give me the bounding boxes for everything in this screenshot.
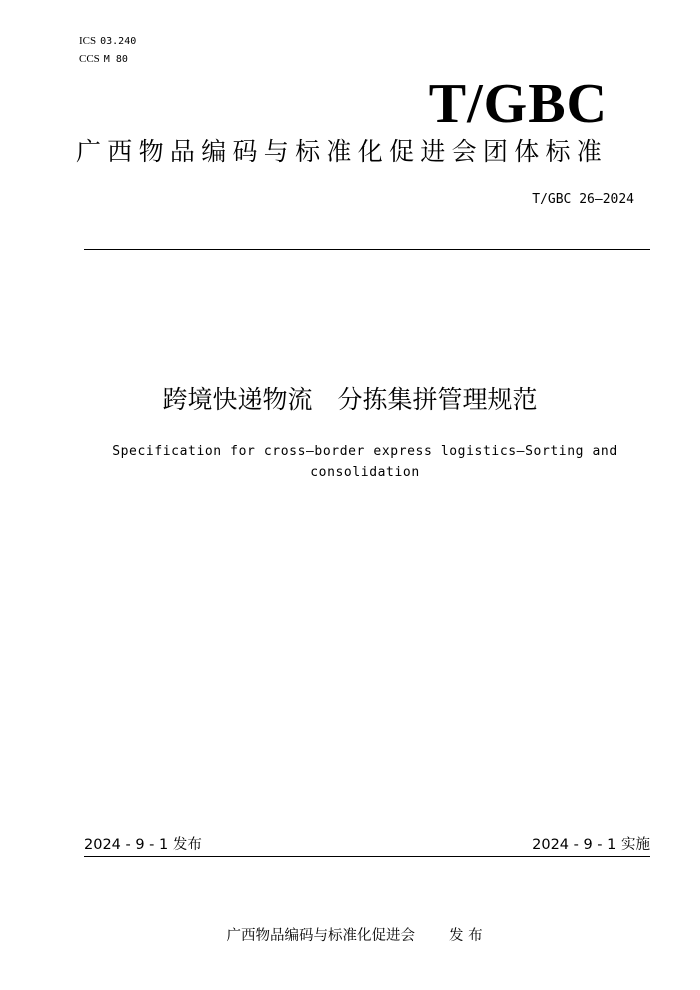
publisher-name: 广西物品编码与标准化促进会: [226, 928, 416, 944]
ccs-label: CCS: [79, 53, 100, 65]
publisher-line: [0, 903, 700, 947]
implementation-date: 2024 - 9 - 1 实施: [532, 837, 650, 853]
organization-title: 广西物品编码与标准化促进会团体标准: [76, 137, 609, 166]
issue-date: 2024 - 9 - 1 发布: [84, 837, 202, 853]
ics-code: 03.240: [100, 36, 137, 47]
standard-logo: T/GBC: [428, 73, 608, 135]
document-title-cn: 跨境快递物流 分拣集拼管理规范: [162, 385, 538, 414]
ccs-code: M 80: [103, 54, 128, 65]
ics-label: ICS: [79, 35, 97, 47]
ccs-classification: [79, 53, 128, 66]
top-divider: [84, 249, 650, 250]
standard-number: T/GBC 26—2024: [532, 192, 634, 207]
publisher-action: 发 布: [449, 928, 483, 944]
ics-classification: [79, 35, 136, 48]
bottom-divider: [84, 856, 650, 857]
document-title-en: Specification for cross—border express logistics—Sorting and consolidation: [112, 444, 618, 480]
